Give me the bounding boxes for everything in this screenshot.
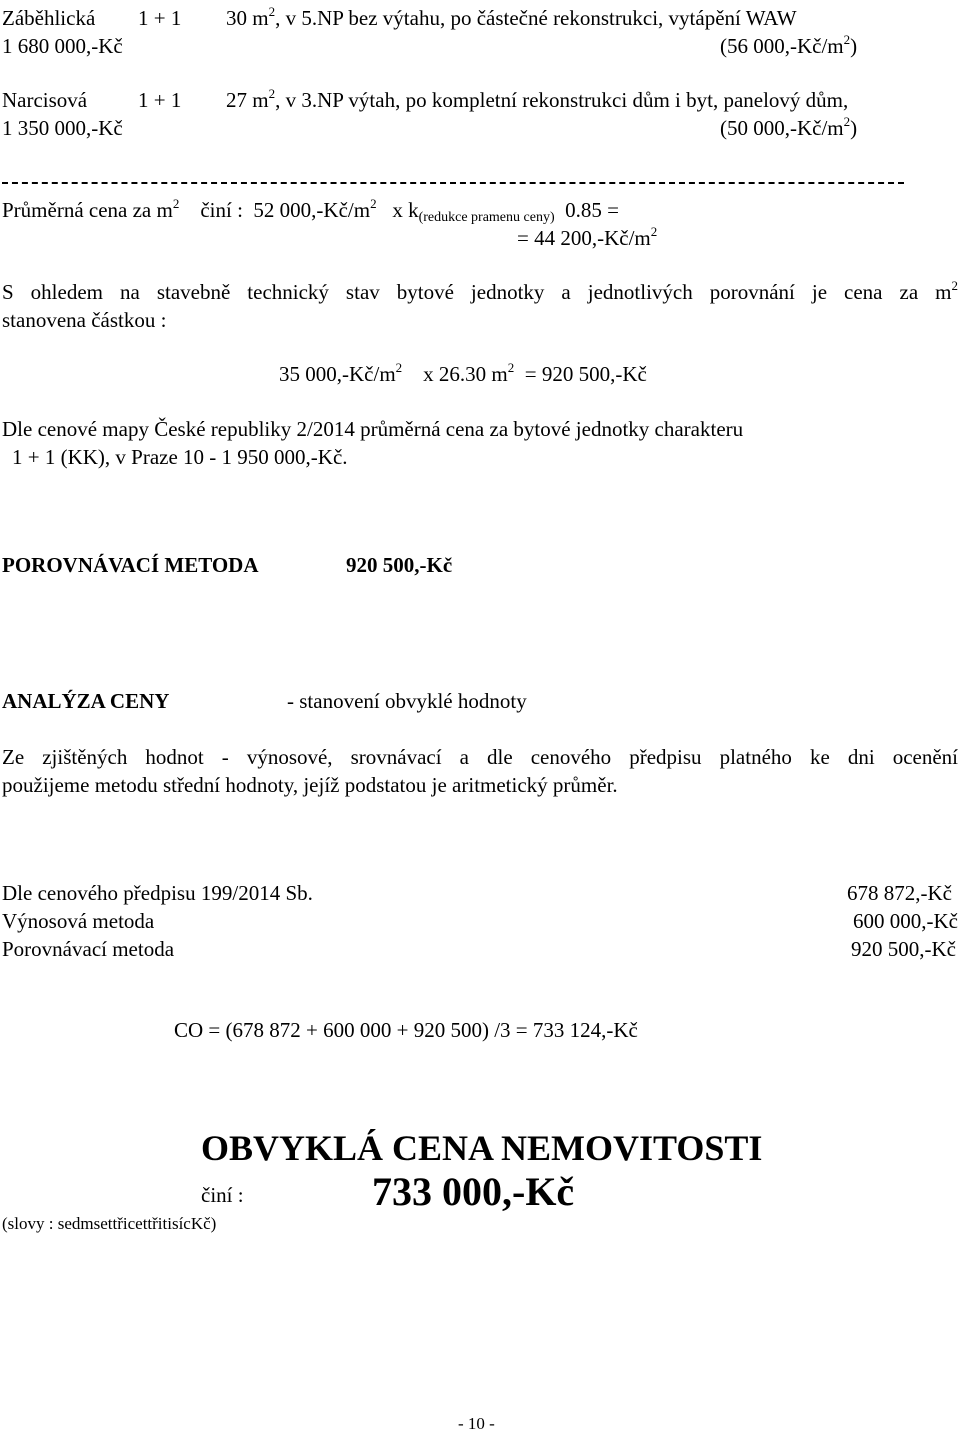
dashed-separator [2, 182, 904, 184]
comparative-method-value: 920 500,-Kč [346, 553, 453, 577]
page-number: - 10 - [458, 1414, 495, 1433]
analysis-description: - stanovení obvyklé hodnoty [287, 689, 527, 713]
listing-1-street: Záběhlická [2, 6, 96, 30]
listing-1-details: 30 $m^2$, v 5.NP bez výtahu, po částečné rekonstrukci, vytápění WAW [226, 4, 797, 30]
summary-label: Porovnávací metoda [2, 937, 175, 961]
analysis-heading: ANALÝZA CENY [2, 689, 170, 713]
listing-2-price-per-m2: (50 $000,-Kč/m^2$) [720, 114, 858, 140]
listing-2-street: Narcisová [2, 88, 88, 112]
condition-text-line-1: S ohledem na stavebně technický stav bytové jednotky a jednotlivých porovnání je cena za $m^2$ [2, 278, 958, 304]
listing-1-layout: 1 + 1 [138, 6, 182, 30]
summary-value: 678 872,-Kč [847, 881, 952, 905]
analysis-text-line-2: použijeme metodu střední hodnoty, jejíž podstatou je aritmetický průměr. [2, 773, 618, 797]
listing-2-layout: 1 + 1 [138, 88, 182, 112]
price-map-line-2: 1 + 1 (KK), v Praze 10 - 1 950 000,-Kč. [12, 445, 348, 469]
listing-2-details: 27 $m^2$, v 3.NP výtah, po kompletní rekonstrukci dům i byt, panelový dům, [226, 86, 849, 112]
final-value: 733 000,-Kč [372, 1169, 575, 1214]
summary-value: 920 500,-Kč [851, 937, 956, 961]
average-price-result: = 44 $200,-Kč/m^2$ [517, 224, 658, 250]
average-formula: CO = (678 872 + 600 000 + 920 500) /3 = 733 124,-Kč [174, 1018, 638, 1042]
comparative-method-label: POROVNÁVACÍ METODA [2, 553, 259, 577]
listing-1-price-per-m2: (56 $000,-Kč/m^2$) [720, 32, 858, 58]
average-price-line: Průměrná cena za $m^2$ činí : 52 $000,-Kč/m^2$ x $k_{(redukce pramenu ceny)}$ 0.85 = [2, 196, 619, 225]
condition-text-line-2: stanovena částkou : [2, 308, 167, 332]
price-map-line-1: Dle cenové mapy České republiky 2/2014 průměrná cena za bytové jednotky charakteru [2, 417, 744, 441]
final-heading: OBVYKLÁ CENA NEMOVITOSTI [201, 1128, 763, 1168]
listing-1-price: 1 680 000,-Kč [2, 34, 123, 58]
analysis-text-line-1: Ze zjištěných hodnot - výnosové, srovnávací a dle cenového předpisu platného ke dni ocenění [2, 745, 958, 769]
final-label: činí : [201, 1183, 244, 1207]
condition-calculation: 35 $000,-Kč/m^2$ x 26.30 $m^2 = 920$ 500,-Kč [279, 360, 647, 386]
summary-label: Výnosová metoda [2, 909, 155, 933]
listing-2-price: 1 350 000,-Kč [2, 116, 123, 140]
summary-value: 600 000,-Kč [853, 909, 958, 933]
final-value-in-words: (slovy : sedmsettřicettřitisícKč) [2, 1214, 217, 1233]
summary-label: Dle cenového předpisu 199/2014 Sb. [2, 881, 313, 905]
